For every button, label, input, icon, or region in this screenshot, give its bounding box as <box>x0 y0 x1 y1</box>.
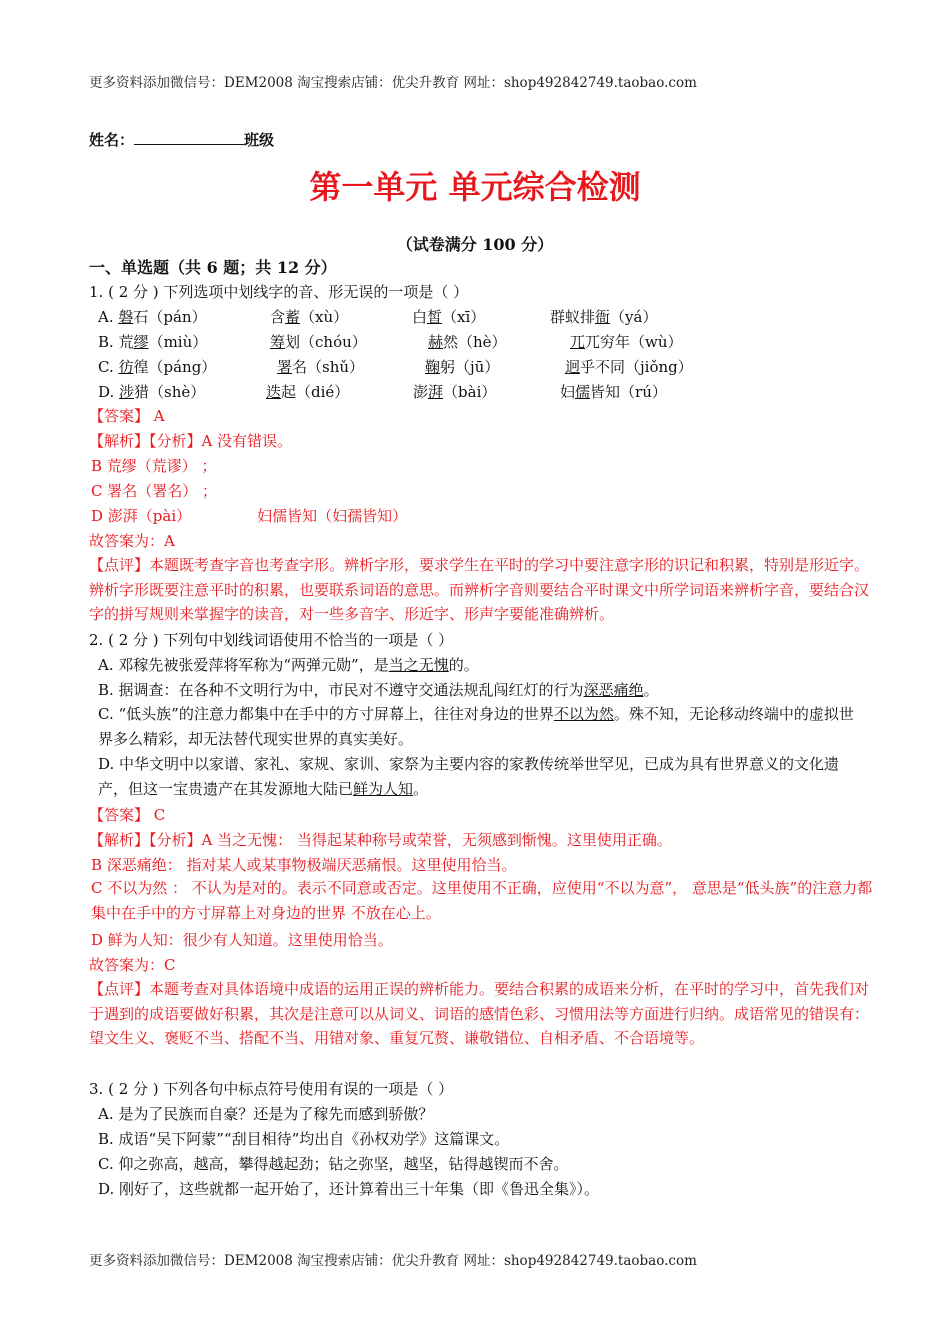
q2-analysis: 【解析】【分析】A 当之无愧： 当得起某种称号或荣誉，无须感到惭愧。这里使用正确。 <box>89 831 672 849</box>
q3-option-a: A. 是为了民族而自豪？还是为了稼先而感到骄傲？ <box>98 1105 434 1123</box>
q2-comment: 【点评】本题考查对具体语境中成语的运用正误的辨析能力。要结合积累的成语来分析，在平时的学习中，首先我们对于遇到的成语要做好积累，其次是注意可以从词义、词语的感情色彩、习惯用法等方面进行归纳。成语常见的错误有：望文生义、褒贬不当、搭配不当、用错对象、重复冗赘、谦敬错位、自相矛盾、不合语境等。 <box>89 980 870 1048</box>
q1-stem: 1. ( 2 分 ) 下列选项中划线字的音、形无误的一项是（ ） <box>89 283 469 301</box>
name-label: 姓名： <box>89 131 135 149</box>
q2-option-d: D. 中华文明中以家谱、家礼、家规、家训、家祭为主要内容的家教传统举世罕见，已成为具有世界意义的文化遗产，但这一宝贵遗产在其发源地大陆已鲜为人知。 <box>98 755 840 798</box>
student-info <box>89 129 274 150</box>
q2-option-b: B. 据调查：在各种不文明行为中，市民对不遵守交通法规乱闯红灯的行为深恶痛绝。 <box>98 681 659 699</box>
q1-analysis: 【解析】【分析】A 没有错误。 <box>89 432 293 450</box>
q2-fix-d: D 鲜为人知：很少有人知道。这里使用恰当。 <box>91 931 393 949</box>
q3-stem: 3. ( 2 分 ) 下列各句中标点符号使用有误的一项是（ ） <box>89 1080 454 1098</box>
q2-stem: 2. ( 2 分 ) 下列句中划线词语使用不恰当的一项是（ ） <box>89 631 454 649</box>
page-header: 更多资料添加微信号：DEM2008 淘宝搜索店铺：优尖升教育 网址：shop492842749.taobao.com <box>89 75 697 91</box>
name-blank <box>134 130 244 145</box>
class-label: 班级 <box>244 131 275 149</box>
page-title: 第一单元 单元综合检测 <box>309 168 641 206</box>
q2-option-a: A. 邓稼先被张爱萍将军称为“两弹元勋”，是当之无愧的。 <box>98 656 479 674</box>
q2-conclusion: 故答案为：C <box>89 956 176 974</box>
q2-fix-b: B 深恶痛绝： 指对某人或某事物极端厌恶痛恨。这里使用恰当。 <box>91 856 517 874</box>
q2-answer: 【答案】 C <box>89 806 166 824</box>
q1-fix-b: B 荒缪（荒谬） ； <box>91 457 217 475</box>
q3-option-c: C. 仰之弥高，越高，攀得越起劲；钻之弥坚，越坚，钻得越锲而不舍。 <box>98 1155 569 1173</box>
q2-fix-c: C 不以为然 ： 不认为是对的。表示不同意或否定。这里使用不正确，应使用“不以为意”， 意思是“低头族”的注意力都集中在手中的方寸屏幕上对身边的世界 不放在心上。 <box>91 879 873 922</box>
q1-fix-c: C 署名（署名） ； <box>91 482 218 500</box>
page-subtitle: （试卷满分 100 分） <box>396 235 554 254</box>
q1-answer: 【答案】 A <box>89 407 165 425</box>
q1-conclusion: 故答案为：A <box>89 532 175 550</box>
q3-option-b: B. 成语“吴下阿蒙”“刮目相待”均出自《孙权劝学》这篇课文。 <box>98 1130 510 1148</box>
section-heading: 一、单选题（共 6 题；共 12 分） <box>89 258 337 277</box>
page-footer: 更多资料添加微信号：DEM2008 淘宝搜索店铺：优尖升教育 网址：shop492842749.taobao.com <box>89 1253 697 1269</box>
q2-option-c: C. “低头族”的注意力都集中在手中的方寸屏幕上，往往对身边的世界不以为然。殊不知，无论移动终端中的虚拟世界多么精彩，却无法替代现实世界的真实美好。 <box>98 705 854 748</box>
q1-comment: 【点评】本题既考查字音也考查字形。辨析字形，要求学生在平时的学习中要注意字形的识记和积累，特别是形近字。辨析字形既要注意平时的积累，也要联系词语的意思。而辨析字音则要结合平时课文中所学词语来辨析字音，要结合汉字的拼写规则来掌握字的读音，对一些多音字、形近字、形声字要能准确辨析。 <box>89 556 870 624</box>
q3-option-d: D. 刚好了，这些就都一起开始了，还计算着出三十年集（即《鲁迅全集》）。 <box>98 1180 600 1198</box>
q1-fix-d: D 澎湃（pài） 妇儒皆知（妇孺皆知） <box>91 507 408 525</box>
